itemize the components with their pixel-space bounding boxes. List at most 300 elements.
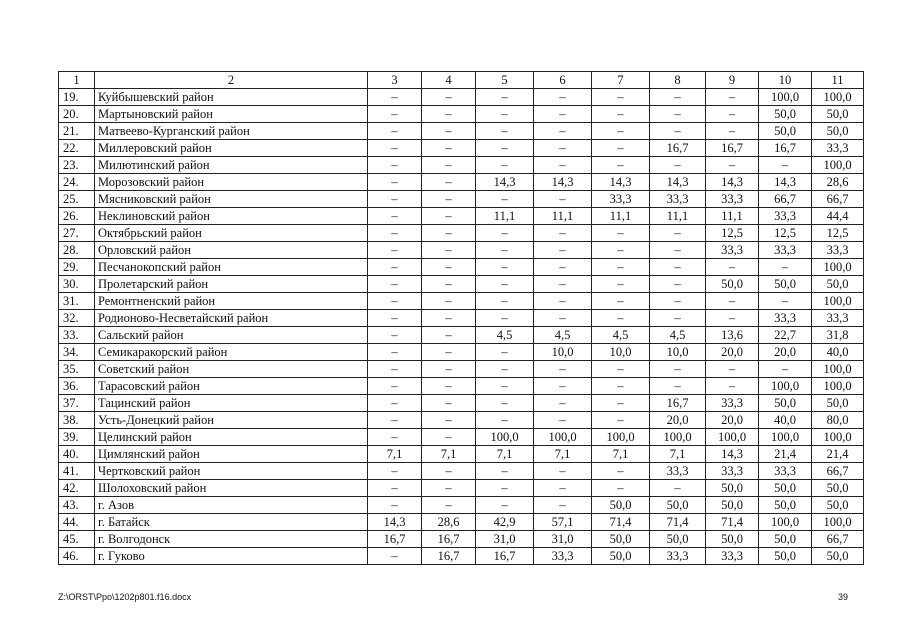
row-number-cell: 27.: [59, 225, 95, 242]
value-cell: –: [476, 89, 534, 106]
value-cell: –: [759, 361, 812, 378]
value-cell: –: [422, 395, 476, 412]
row-number-cell: 44.: [59, 514, 95, 531]
value-cell: –: [368, 497, 422, 514]
table-row: [59, 106, 864, 123]
value-cell: –: [650, 378, 706, 395]
table-row: [59, 531, 864, 548]
value-cell: 11,1: [534, 208, 592, 225]
value-cell: 14,3: [706, 446, 759, 463]
value-cell: –: [592, 378, 650, 395]
value-cell: –: [650, 242, 706, 259]
value-cell: –: [368, 480, 422, 497]
value-cell: –: [650, 293, 706, 310]
table-row: [59, 242, 864, 259]
value-cell: –: [422, 157, 476, 174]
value-cell: –: [476, 378, 534, 395]
value-cell: 16,7: [476, 548, 534, 565]
value-cell: –: [534, 497, 592, 514]
value-cell: 100,0: [650, 429, 706, 446]
district-name-cell: Цимлянский район: [95, 446, 368, 463]
value-cell: –: [592, 106, 650, 123]
row-number-cell: 33.: [59, 327, 95, 344]
table-row: [59, 361, 864, 378]
value-cell: –: [759, 259, 812, 276]
column-number-cell: 1: [59, 72, 95, 89]
value-cell: –: [706, 259, 759, 276]
value-cell: –: [368, 242, 422, 259]
value-cell: –: [368, 395, 422, 412]
value-cell: –: [422, 412, 476, 429]
value-cell: –: [534, 412, 592, 429]
row-number-cell: 20.: [59, 106, 95, 123]
value-cell: 50,0: [759, 497, 812, 514]
value-cell: 33,3: [534, 548, 592, 565]
value-cell: 21,4: [759, 446, 812, 463]
value-cell: 31,8: [812, 327, 864, 344]
value-cell: 50,0: [759, 531, 812, 548]
value-cell: 14,3: [592, 174, 650, 191]
district-name-cell: г. Батайск: [95, 514, 368, 531]
value-cell: –: [422, 429, 476, 446]
value-cell: –: [534, 361, 592, 378]
value-cell: –: [592, 259, 650, 276]
value-cell: –: [422, 480, 476, 497]
value-cell: 100,0: [812, 89, 864, 106]
value-cell: 50,0: [706, 497, 759, 514]
value-cell: –: [476, 157, 534, 174]
value-cell: 100,0: [759, 378, 812, 395]
column-number-cell: 2: [95, 72, 368, 89]
value-cell: –: [476, 123, 534, 140]
value-cell: –: [368, 89, 422, 106]
value-cell: 50,0: [812, 548, 864, 565]
value-cell: 50,0: [812, 395, 864, 412]
value-cell: –: [592, 463, 650, 480]
row-number-cell: 21.: [59, 123, 95, 140]
value-cell: 66,7: [812, 191, 864, 208]
value-cell: 50,0: [592, 548, 650, 565]
value-cell: –: [534, 276, 592, 293]
value-cell: –: [706, 157, 759, 174]
value-cell: –: [422, 140, 476, 157]
table-row: [59, 89, 864, 106]
value-cell: 100,0: [812, 293, 864, 310]
value-cell: 31,0: [476, 531, 534, 548]
district-name-cell: г. Волгодонск: [95, 531, 368, 548]
value-cell: 16,7: [759, 140, 812, 157]
column-number-cell: 4: [422, 72, 476, 89]
value-cell: –: [592, 242, 650, 259]
district-name-cell: Сальский район: [95, 327, 368, 344]
value-cell: 66,7: [812, 463, 864, 480]
district-name-cell: Октябрьский район: [95, 225, 368, 242]
row-number-cell: 36.: [59, 378, 95, 395]
value-cell: 66,7: [759, 191, 812, 208]
value-cell: –: [650, 361, 706, 378]
row-number-cell: 43.: [59, 497, 95, 514]
value-cell: –: [650, 259, 706, 276]
value-cell: –: [476, 242, 534, 259]
value-cell: 100,0: [812, 157, 864, 174]
value-cell: 100,0: [592, 429, 650, 446]
value-cell: –: [650, 310, 706, 327]
value-cell: –: [422, 327, 476, 344]
district-name-cell: Матвеево-Курганский район: [95, 123, 368, 140]
value-cell: –: [368, 157, 422, 174]
value-cell: 50,0: [759, 276, 812, 293]
value-cell: 4,5: [476, 327, 534, 344]
value-cell: 22,7: [759, 327, 812, 344]
table-row: [59, 310, 864, 327]
value-cell: 33,3: [759, 463, 812, 480]
column-number-cell: 7: [592, 72, 650, 89]
row-number-cell: 39.: [59, 429, 95, 446]
value-cell: –: [368, 429, 422, 446]
value-cell: –: [534, 480, 592, 497]
value-cell: 4,5: [534, 327, 592, 344]
value-cell: 16,7: [422, 531, 476, 548]
value-cell: 50,0: [812, 497, 864, 514]
table-row: [59, 497, 864, 514]
value-cell: 20,0: [759, 344, 812, 361]
value-cell: 100,0: [812, 259, 864, 276]
value-cell: 28,6: [812, 174, 864, 191]
district-name-cell: Куйбышевский район: [95, 89, 368, 106]
value-cell: 33,3: [706, 191, 759, 208]
value-cell: 50,0: [759, 123, 812, 140]
value-cell: 21,4: [812, 446, 864, 463]
value-cell: 100,0: [534, 429, 592, 446]
value-cell: 20,0: [706, 412, 759, 429]
value-cell: 33,3: [706, 548, 759, 565]
value-cell: 100,0: [812, 361, 864, 378]
value-cell: 100,0: [759, 429, 812, 446]
value-cell: –: [422, 174, 476, 191]
table-row: [59, 446, 864, 463]
value-cell: 16,7: [706, 140, 759, 157]
district-name-cell: Неклиновский район: [95, 208, 368, 225]
value-cell: 33,3: [706, 463, 759, 480]
district-name-cell: Тарасовский район: [95, 378, 368, 395]
district-name-cell: г. Азов: [95, 497, 368, 514]
value-cell: 50,0: [812, 123, 864, 140]
value-cell: –: [534, 293, 592, 310]
row-number-cell: 25.: [59, 191, 95, 208]
table-row: [59, 327, 864, 344]
value-cell: –: [534, 140, 592, 157]
district-name-cell: Милютинский район: [95, 157, 368, 174]
column-number-cell: 6: [534, 72, 592, 89]
value-cell: 33,3: [812, 242, 864, 259]
value-cell: –: [650, 480, 706, 497]
value-cell: 20,0: [650, 412, 706, 429]
value-cell: –: [592, 293, 650, 310]
value-cell: 14,3: [706, 174, 759, 191]
value-cell: 50,0: [812, 480, 864, 497]
value-cell: 33,3: [706, 242, 759, 259]
value-cell: –: [706, 293, 759, 310]
value-cell: –: [650, 89, 706, 106]
value-cell: 12,5: [706, 225, 759, 242]
value-cell: –: [368, 327, 422, 344]
value-cell: –: [476, 106, 534, 123]
table-row: [59, 225, 864, 242]
value-cell: –: [368, 412, 422, 429]
value-cell: –: [422, 497, 476, 514]
value-cell: 11,1: [476, 208, 534, 225]
table-row: [59, 174, 864, 191]
value-cell: –: [592, 361, 650, 378]
value-cell: –: [650, 106, 706, 123]
value-cell: 50,0: [592, 497, 650, 514]
value-cell: 11,1: [592, 208, 650, 225]
row-number-cell: 28.: [59, 242, 95, 259]
row-number-cell: 40.: [59, 446, 95, 463]
value-cell: –: [368, 344, 422, 361]
value-cell: 33,3: [812, 140, 864, 157]
value-cell: –: [476, 395, 534, 412]
value-cell: 33,3: [650, 191, 706, 208]
row-number-cell: 37.: [59, 395, 95, 412]
value-cell: 50,0: [650, 531, 706, 548]
value-cell: –: [476, 361, 534, 378]
value-cell: –: [650, 225, 706, 242]
value-cell: 14,3: [368, 514, 422, 531]
value-cell: –: [759, 293, 812, 310]
value-cell: 20,0: [706, 344, 759, 361]
column-number-cell: 8: [650, 72, 706, 89]
value-cell: 4,5: [592, 327, 650, 344]
value-cell: 100,0: [759, 514, 812, 531]
district-name-cell: Мясниковский район: [95, 191, 368, 208]
value-cell: 13,6: [706, 327, 759, 344]
table-row: [59, 344, 864, 361]
value-cell: 16,7: [650, 140, 706, 157]
value-cell: –: [534, 89, 592, 106]
value-cell: –: [422, 242, 476, 259]
value-cell: 33,3: [759, 242, 812, 259]
table-row: [59, 395, 864, 412]
value-cell: –: [368, 259, 422, 276]
district-name-cell: Орловский район: [95, 242, 368, 259]
value-cell: –: [476, 480, 534, 497]
value-cell: –: [759, 157, 812, 174]
value-cell: –: [476, 344, 534, 361]
row-number-cell: 30.: [59, 276, 95, 293]
value-cell: 33,3: [812, 310, 864, 327]
value-cell: –: [422, 344, 476, 361]
value-cell: –: [422, 259, 476, 276]
row-number-cell: 45.: [59, 531, 95, 548]
value-cell: –: [368, 174, 422, 191]
district-name-cell: Мартыновский район: [95, 106, 368, 123]
value-cell: –: [476, 497, 534, 514]
value-cell: –: [368, 106, 422, 123]
value-cell: –: [422, 89, 476, 106]
value-cell: 50,0: [759, 548, 812, 565]
row-number-cell: 34.: [59, 344, 95, 361]
value-cell: 66,7: [812, 531, 864, 548]
value-cell: 14,3: [534, 174, 592, 191]
value-cell: –: [476, 140, 534, 157]
value-cell: 28,6: [422, 514, 476, 531]
value-cell: –: [476, 225, 534, 242]
district-name-cell: Морозовский район: [95, 174, 368, 191]
value-cell: –: [592, 89, 650, 106]
value-cell: –: [650, 123, 706, 140]
value-cell: –: [368, 463, 422, 480]
value-cell: 14,3: [650, 174, 706, 191]
value-cell: –: [422, 123, 476, 140]
value-cell: 4,5: [650, 327, 706, 344]
table-header-row: [59, 72, 864, 89]
district-name-cell: Советский район: [95, 361, 368, 378]
value-cell: 33,3: [759, 310, 812, 327]
table-row: [59, 480, 864, 497]
value-cell: –: [368, 548, 422, 565]
value-cell: –: [422, 293, 476, 310]
value-cell: 50,0: [812, 276, 864, 293]
value-cell: –: [592, 140, 650, 157]
value-cell: –: [592, 123, 650, 140]
value-cell: 50,0: [706, 480, 759, 497]
value-cell: 7,1: [422, 446, 476, 463]
value-cell: –: [650, 157, 706, 174]
value-cell: 50,0: [812, 106, 864, 123]
district-name-cell: Целинский район: [95, 429, 368, 446]
value-cell: –: [534, 157, 592, 174]
value-cell: –: [476, 259, 534, 276]
value-cell: –: [534, 123, 592, 140]
value-cell: 33,3: [706, 395, 759, 412]
value-cell: 11,1: [650, 208, 706, 225]
value-cell: 50,0: [706, 276, 759, 293]
row-number-cell: 41.: [59, 463, 95, 480]
value-cell: 40,0: [759, 412, 812, 429]
value-cell: –: [534, 310, 592, 327]
row-number-cell: 19.: [59, 89, 95, 106]
value-cell: –: [534, 225, 592, 242]
value-cell: 11,1: [706, 208, 759, 225]
row-number-cell: 32.: [59, 310, 95, 327]
value-cell: –: [476, 463, 534, 480]
row-number-cell: 31.: [59, 293, 95, 310]
value-cell: 12,5: [759, 225, 812, 242]
value-cell: –: [706, 310, 759, 327]
value-cell: –: [476, 191, 534, 208]
value-cell: –: [368, 208, 422, 225]
district-name-cell: Миллеровский район: [95, 140, 368, 157]
value-cell: –: [592, 480, 650, 497]
value-cell: –: [368, 293, 422, 310]
district-name-cell: Ремонтненский район: [95, 293, 368, 310]
table-row: [59, 259, 864, 276]
value-cell: 42,9: [476, 514, 534, 531]
value-cell: 80,0: [812, 412, 864, 429]
table-row: [59, 276, 864, 293]
district-name-cell: Песчанокопский район: [95, 259, 368, 276]
table-row: [59, 208, 864, 225]
value-cell: 10,0: [650, 344, 706, 361]
value-cell: –: [368, 191, 422, 208]
district-name-cell: Усть-Донецкий район: [95, 412, 368, 429]
value-cell: –: [476, 310, 534, 327]
table-row: [59, 378, 864, 395]
value-cell: –: [534, 191, 592, 208]
value-cell: –: [592, 276, 650, 293]
column-number-cell: 10: [759, 72, 812, 89]
value-cell: 31,0: [534, 531, 592, 548]
column-number-cell: 3: [368, 72, 422, 89]
table-row: [59, 140, 864, 157]
value-cell: –: [706, 106, 759, 123]
table-row: [59, 157, 864, 174]
value-cell: –: [592, 157, 650, 174]
row-number-cell: 24.: [59, 174, 95, 191]
value-cell: 100,0: [812, 514, 864, 531]
value-cell: 14,3: [476, 174, 534, 191]
value-cell: –: [422, 191, 476, 208]
value-cell: –: [592, 412, 650, 429]
value-cell: 7,1: [476, 446, 534, 463]
value-cell: –: [534, 242, 592, 259]
value-cell: 16,7: [422, 548, 476, 565]
value-cell: –: [422, 106, 476, 123]
value-cell: –: [592, 225, 650, 242]
value-cell: 100,0: [476, 429, 534, 446]
row-number-cell: 38.: [59, 412, 95, 429]
value-cell: –: [650, 276, 706, 293]
value-cell: 57,1: [534, 514, 592, 531]
value-cell: 50,0: [759, 106, 812, 123]
value-cell: –: [592, 310, 650, 327]
row-number-cell: 22.: [59, 140, 95, 157]
value-cell: 12,5: [812, 225, 864, 242]
value-cell: 50,0: [759, 480, 812, 497]
value-cell: 71,4: [650, 514, 706, 531]
value-cell: –: [422, 208, 476, 225]
value-cell: 100,0: [812, 429, 864, 446]
row-number-cell: 23.: [59, 157, 95, 174]
value-cell: 44,4: [812, 208, 864, 225]
value-cell: 100,0: [706, 429, 759, 446]
value-cell: –: [368, 378, 422, 395]
value-cell: –: [368, 225, 422, 242]
column-number-cell: 11: [812, 72, 864, 89]
table-row: [59, 412, 864, 429]
value-cell: –: [422, 378, 476, 395]
value-cell: 71,4: [706, 514, 759, 531]
table-row: [59, 293, 864, 310]
value-cell: –: [534, 106, 592, 123]
value-cell: –: [422, 361, 476, 378]
value-cell: 33,3: [759, 208, 812, 225]
district-name-cell: Родионово-Несветайский район: [95, 310, 368, 327]
row-number-cell: 29.: [59, 259, 95, 276]
row-number-cell: 26.: [59, 208, 95, 225]
value-cell: 7,1: [650, 446, 706, 463]
value-cell: 16,7: [650, 395, 706, 412]
value-cell: –: [368, 140, 422, 157]
value-cell: –: [422, 463, 476, 480]
district-name-cell: Чертковский район: [95, 463, 368, 480]
value-cell: –: [368, 276, 422, 293]
value-cell: 16,7: [368, 531, 422, 548]
table-row: [59, 463, 864, 480]
footer-file-path: Z:\ORST\Ppo\1202p801.f16.docx: [58, 592, 192, 602]
value-cell: –: [368, 310, 422, 327]
